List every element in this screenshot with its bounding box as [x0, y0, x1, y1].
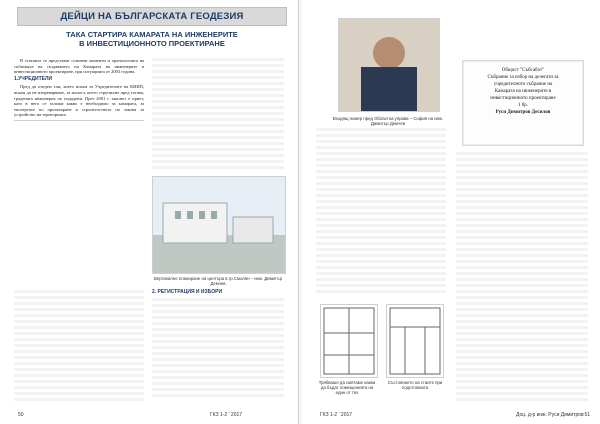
- city-center-photo: [152, 176, 286, 274]
- badge-line-4: Камарата на инженерите в: [494, 89, 552, 94]
- badge-line-2: Събрание за избор на делегати за: [487, 75, 559, 80]
- city-photo-icon: [153, 177, 285, 273]
- floorplan-a-icon: [321, 305, 377, 377]
- left-issue-label: ГКЗ 1-2 ' 2017: [210, 412, 243, 418]
- photo-caption: Вертикално планиране на центъра в гр.Смолян – инж. Димитър Демчев: [154, 276, 282, 286]
- left-page: [0, 0, 299, 424]
- floorplan-b-icon: [387, 305, 443, 377]
- badge-line-7: Руси Димитров Десилов: [495, 110, 551, 115]
- section-header-band: [17, 7, 287, 26]
- section-1-heading: 1.УЧРЕДИТЕЛИ: [14, 75, 53, 82]
- right-author: Доц. д-р инж. Руси Димитров: [516, 412, 584, 418]
- left-bottom-text: [14, 290, 144, 410]
- column-2-text: [152, 58, 284, 172]
- section-2-heading: 2. РЕГИСТРАЦИЯ И ИЗБОРИ: [152, 289, 223, 295]
- right-page-text-right: [456, 152, 588, 410]
- floorplan-a: [320, 304, 378, 378]
- person-portrait-icon: [339, 19, 439, 111]
- badge-line-5: инвестиционното проектиране: [490, 96, 556, 101]
- floorplan-b-caption: Състоянието на стаите при подготовката: [387, 380, 443, 390]
- article-title: [28, 30, 276, 48]
- right-bottom-text: [152, 290, 284, 410]
- left-column-1: [14, 58, 144, 123]
- left-page-number: 50: [18, 412, 24, 418]
- text-block-filler: [14, 120, 144, 121]
- body-paragraph: Пред да отидем там, което искам за Учредителите на КИИП, искам да не изпреварваме, за жалост, което струпихме пред тогава, градената инженерна по подадени. През 2001 г. законът е приет, като в него се заложи какво е необходимо за камарата, за експертите по проектиране и строителството по закона за устройство на територията.: [14, 84, 144, 118]
- floorplan-b: [386, 304, 444, 378]
- portrait-photo: [338, 18, 440, 112]
- certificate-badge: [462, 60, 584, 146]
- left-column-2: [152, 58, 284, 172]
- badge-line-1: Общост "Събсабот": [501, 68, 545, 73]
- right-issue-label: ГКЗ 1-2 ' 2017: [320, 412, 353, 418]
- article-title-line-1: ТАКА СТАРТИРА КАМАРАТА НА ИНЖЕНЕРИТЕ: [66, 30, 238, 39]
- right-page: [302, 0, 600, 424]
- right-page-text-left: [316, 128, 446, 300]
- intro-paragraph: В статията се представят основни моменти и хронологията на събитията на създаването на Камарата на инженерите в инвестиционното проектиране, при ситуацията от 2003 година.: [14, 58, 144, 75]
- badge-line-6: 1 бр.: [517, 103, 529, 108]
- portrait-caption: Входящ номер пред Областна управа – София на инж. Димитър Демчев: [332, 116, 444, 126]
- section-header: ДЕЙЦИ НА БЪЛГАРСКАТА ГЕОДЕЗИЯ: [60, 11, 244, 22]
- article-title-line-2: В ИНВЕСТИЦИОННОТО ПРОЕКТИРАНЕ: [79, 39, 225, 48]
- badge-line-3: учредителното събрание на: [493, 82, 553, 87]
- floorplan-a-caption: Трябваше да смятаме какви да бъдат помещенията на един от тях: [318, 380, 376, 395]
- right-page-number: 51: [584, 412, 590, 418]
